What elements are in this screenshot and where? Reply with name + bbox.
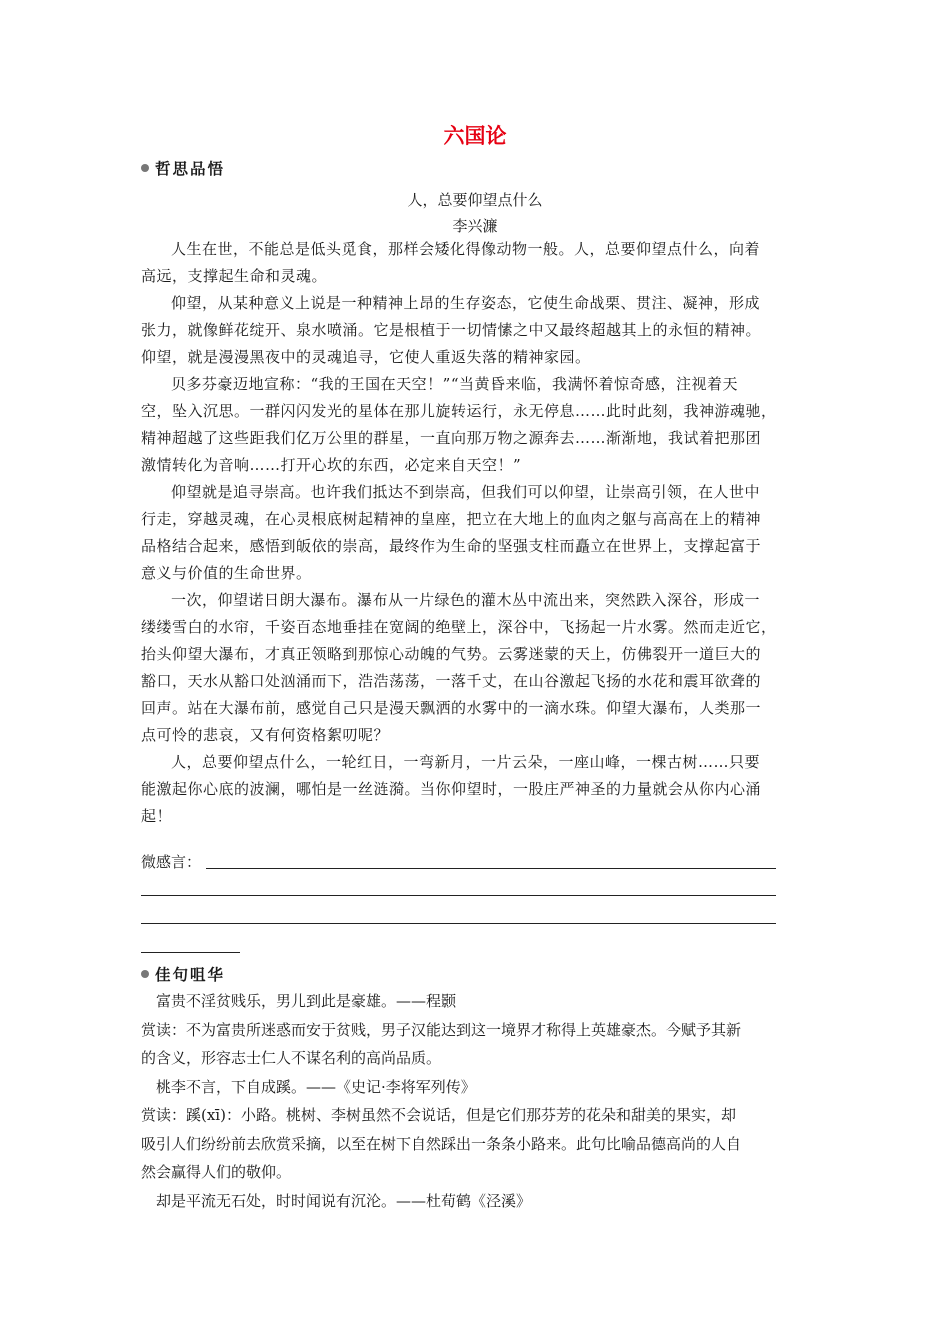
feeling-label: 微感言： — [141, 853, 202, 871]
section-heading-label: 哲思品悟 — [155, 160, 226, 178]
section-heading-reflection — [141, 157, 225, 179]
answer-line-3[interactable] — [141, 923, 776, 924]
text-line: 人生在世，不能总是低头觅食，那样会矮化得像动物一般。人，总要仰望点什么，向着 — [171, 240, 761, 258]
text-line: 张力，就像鲜花绽开、泉水喷涌。它是根植于一切情愫之中又最终超越其上的永恒的精神。 — [141, 321, 762, 339]
answer-line-1[interactable] — [206, 868, 776, 869]
text-line: 贝多芬豪迈地宣称：“我的王国在天空！”“当黄昏来临，我满怀着惊奇感，注视着天 — [171, 375, 739, 393]
text-line: 仰望，就是漫漫黑夜中的灵魂追寻，它使人重返失落的精神家园。 — [141, 348, 591, 366]
answer-line-2[interactable] — [141, 895, 776, 896]
quote-note-line: 赏读：不为富贵所迷惑而安于贫贱，男子汉能达到这一境界才称得上英雄豪杰。今赋予其新 — [141, 1020, 742, 1039]
quote-note-line: 赏读：蹊(xī)：小路。桃树、李树虽然不会说话，但是它们那芬芳的花朵和甜美的果实，却 — [141, 1106, 736, 1124]
text-line: 仰望，从某种意义上说是一种精神上昂的生存姿态，它使生命战栗、贯注、凝神，形成 — [171, 294, 761, 312]
text-line: 起！ — [141, 807, 173, 825]
article-author: 李兴濂 — [452, 217, 498, 235]
quote-text: 桃李不言，下自成蹊。——《史记·李将军列传》 — [156, 1077, 476, 1096]
feeling-row — [141, 851, 201, 878]
article-body — [141, 236, 811, 830]
text-line: 意义与价值的生命世界。 — [141, 564, 312, 582]
text-line: 精神超越了这些距我们亿万公里的群星，一直向那万物之源奔去……渐渐地，我试着把那团 — [141, 429, 762, 447]
answer-line-4[interactable] — [141, 952, 240, 953]
bullet-dot-icon — [141, 164, 149, 172]
text-line: 能激起你心底的波澜，哪怕是一丝涟漪。当你仰望时，一股庄严神圣的力量就会从你内心涌 — [141, 780, 762, 798]
text-line: 高远，支撑起生命和灵魂。 — [141, 267, 328, 285]
text-line: 激情转化为音响……打开心坎的东西，必定来自天空！” — [141, 456, 522, 474]
quotes-body — [141, 987, 821, 1215]
text-line: 豁口，天水从豁口处汹涌而下，浩浩荡荡，一落千丈，在山谷激起飞扬的水花和震耳欲聋的 — [141, 672, 762, 690]
article-paragraph — [141, 290, 811, 371]
text-line: 缕缕雪白的水帘，千姿百态地垂挂在宽阔的绝壁上，深谷中，飞扬起一片水雾。然而走近它， — [141, 618, 777, 636]
text-line: 点可怜的悲哀，又有何资格絮叨呢？ — [141, 726, 390, 744]
bullet-dot-icon — [141, 970, 149, 978]
quote-text: 富贵不淫贫贱乐，男儿到此是豪雄。——程颢 — [156, 992, 457, 1010]
text-line: 一次，仰望诺日朗大瀑布。瀑布从一片绿色的灌木丛中流出来，突然跌入深谷，形成一 — [171, 591, 761, 609]
quote-note-line: 吸引人们纷纷前去欣赏采摘，以至在树下自然踩出一条条小路来。此句比喻品德高尚的人自 — [141, 1134, 742, 1153]
text-line: 品格结合起来，感悟到皈依的崇高，最终作为生命的坚强支柱而矗立在世界上，支撑起富于 — [141, 537, 762, 555]
text-line: 人，总要仰望点什么，一轮红日，一弯新月，一片云朵，一座山峰，一棵古树……只要 — [171, 753, 761, 771]
text-line: 回声。站在大瀑布前，感觉自己只是漫天飘洒的水雾中的一滴水珠。仰望大瀑布，人类那一 — [141, 699, 762, 717]
article-paragraph — [141, 371, 811, 479]
section-heading-label: 佳句咀华 — [155, 966, 226, 984]
article-paragraph — [141, 479, 811, 587]
quote-note-line: 的含义，形容志士仁人不谋名利的高尚品质。 — [141, 1049, 442, 1067]
section-heading-quotes — [141, 963, 225, 985]
text-line: 抬头仰望大瀑布，才真正领略到那惊心动魄的气势。云雾迷蒙的天上，仿佛裂开一道巨大的 — [141, 645, 762, 663]
article-paragraph — [141, 587, 811, 749]
article-paragraph — [141, 749, 811, 830]
document-title: 六国论 — [443, 124, 507, 148]
text-line: 空，坠入沉思。一群闪闪发光的星体在那儿旋转运行，永无停息……此时此刻，我神游魂驰， — [141, 402, 777, 420]
quote-text: 却是平流无石处，时时闻说有沉沦。——杜荀鹤《泾溪》 — [156, 1191, 532, 1210]
quote-note-line: 然会赢得人们的敬仰。 — [141, 1163, 292, 1181]
text-line: 仰望就是追寻崇高。也许我们抵达不到崇高，但我们可以仰望，让崇高引领，在人世中 — [171, 483, 761, 501]
article-title: 人，总要仰望点什么 — [407, 191, 543, 209]
text-line: 行走，穿越灵魂，在心灵根底树起精神的皇座，把立在大地上的血肉之躯与高高在上的精神 — [141, 510, 762, 528]
article-paragraph — [141, 236, 811, 290]
